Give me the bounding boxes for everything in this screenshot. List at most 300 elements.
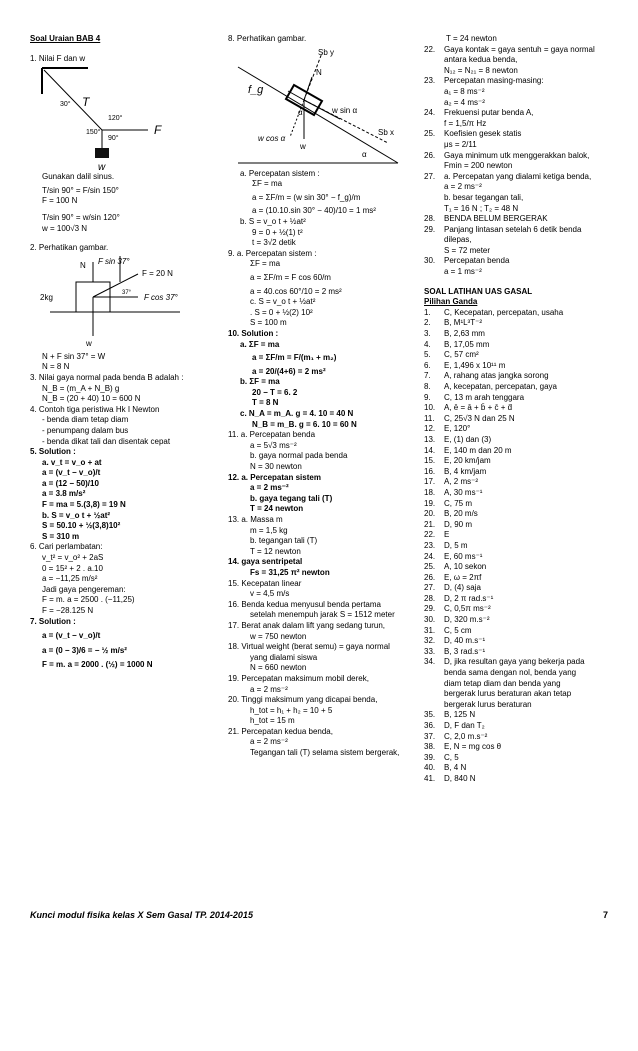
answer-text: E, N = mg cos θ <box>444 742 502 752</box>
q1-line: F = 100 N <box>42 196 78 206</box>
page-number: 7 <box>602 910 608 920</box>
answer-text: D, (4) saja <box>444 583 481 593</box>
answer-text: E, (1) dan (3) <box>444 434 492 444</box>
q8-line: t = 3√2 detik <box>252 238 296 248</box>
answer-line <box>424 204 610 215</box>
answer-number: 40. <box>424 763 436 773</box>
answer-number <box>424 66 444 77</box>
answer-number: 28. <box>424 593 436 603</box>
q20-solution <box>228 706 418 727</box>
answer-line <box>424 140 610 151</box>
answer-line <box>424 721 610 732</box>
answer-line <box>424 361 610 372</box>
answer-text: Panjang lintasan setelah 6 detik benda <box>444 224 582 234</box>
answer-text: E, 120° <box>444 424 471 434</box>
q18-line: N = 660 newton <box>250 663 307 673</box>
answer-text: A, rahang atas jangka sorong <box>444 371 549 381</box>
answer-line <box>424 604 610 615</box>
answer-line <box>424 477 610 488</box>
answer-text: D, 90 m <box>444 519 473 529</box>
fig2-label-N: N <box>80 260 86 270</box>
answer-text: Fmin = 200 newton <box>444 161 513 171</box>
q10-line: a = ΣF/m = F/(m₁ + m₂) <box>252 353 337 363</box>
q1-line: T/sin 90° = F/sin 150° <box>42 185 119 195</box>
question-2: 2. Perhatikan gambar. <box>30 243 109 253</box>
q6-line: F = −28.125 N <box>42 606 94 615</box>
answer-line <box>424 87 610 98</box>
answer-number: 22. <box>424 530 436 540</box>
q12-line: T = 24 newton <box>250 504 304 514</box>
answers-list-b <box>424 308 610 785</box>
answer-line <box>424 45 610 56</box>
q1-line: w = 100√3 N <box>42 223 88 233</box>
question-20: 20. Tinggi maksimum yang dicapai benda, <box>228 695 378 705</box>
question-11: 11. a. Percepatan benda <box>228 430 316 440</box>
q17-line: w = 750 newton <box>250 631 307 641</box>
answer-number <box>424 700 444 711</box>
answer-number: 36. <box>424 721 436 730</box>
q11-line: a = 5√3 ms⁻² <box>250 440 297 450</box>
fig8-label-sby: Sb y <box>318 47 335 57</box>
answer-text: D, 2 π rad.s⁻¹ <box>444 593 494 603</box>
answer-number: 27. <box>424 583 436 593</box>
section-title: Soal Uraian BAB 4 <box>30 34 101 43</box>
answer-number: 38. <box>424 742 436 752</box>
column-1 <box>30 34 220 671</box>
q16-line: setelah menempuh jarak S = 1512 meter <box>250 610 395 620</box>
q13-line: T = 12 newton <box>250 546 301 556</box>
answer-text: C, 57 cm² <box>444 350 479 360</box>
answer-number: 41. <box>424 773 436 783</box>
answer-number: 5. <box>424 350 431 360</box>
answer-text: C, 2,0 m.s⁻² <box>444 731 488 741</box>
question-8: 8. Perhatikan gambar. <box>228 34 307 43</box>
answer-text: bergerak lurus beraturan akan tetap <box>444 689 572 699</box>
q10-line: c. N_A = m_A. g = 4. 10 = 40 N <box>240 409 354 419</box>
answer-text: C, 13 m arah tenggara <box>444 392 525 402</box>
fig2-label-w: w <box>86 338 92 348</box>
column-3 <box>424 34 610 785</box>
answer-line <box>424 636 610 647</box>
q3-solution <box>30 384 220 405</box>
answer-number: 39. <box>424 752 436 762</box>
answer-number: 19. <box>424 498 436 508</box>
answer-number: 30. <box>424 615 436 625</box>
answer-line <box>424 235 610 246</box>
q10-solution <box>228 340 418 431</box>
answer-text: μs = 2/11 <box>444 139 477 149</box>
q5-solution <box>30 458 220 543</box>
answer-line <box>424 562 610 573</box>
answer-number: 6. <box>424 360 431 370</box>
fig2-label-fcos: F cos 37° <box>144 292 178 302</box>
fig2-label-mass: 2kg <box>40 292 53 302</box>
answer-line <box>424 225 610 236</box>
q1-solution <box>30 172 220 234</box>
q9-line: S = 100 m <box>250 318 287 328</box>
q19-line: a = 2 ms⁻² <box>250 684 288 694</box>
answer-text: a₂ = 4 ms⁻² <box>444 97 485 107</box>
figure-2 <box>30 254 220 352</box>
q21-line: Tegangan tali (T) selama sistem bergerak, <box>250 748 400 758</box>
answer-line <box>424 594 610 605</box>
answer-text: D, 5 m <box>444 540 468 550</box>
answer-line <box>424 774 610 785</box>
answer-line <box>424 129 610 140</box>
answer-text: E, 140 m dan 20 m <box>444 445 512 455</box>
answers-list-a <box>424 45 610 278</box>
q3-line: N_B = (20 + 40) 10 = 600 N <box>42 394 141 404</box>
q14-solution <box>228 568 418 579</box>
fig8-angle-alpha: α <box>298 107 303 117</box>
answer-line <box>424 509 610 520</box>
q13-solution <box>228 526 418 558</box>
q12-line: a = 2 ms⁻² <box>250 483 289 493</box>
fig1-label-w: w <box>98 162 106 173</box>
question-4: 4. Contoh tiga peristiwa Hk I Newton <box>30 404 160 414</box>
answer-text: B, M¹L³T⁻² <box>444 318 482 328</box>
answer-text: C, 75 m <box>444 498 473 508</box>
answer-number: 24. <box>424 551 436 561</box>
fig8-angle-alpha-2: α <box>362 149 367 159</box>
answer-text: B, 4 N <box>444 763 467 773</box>
answer-line <box>424 732 610 743</box>
answer-number <box>424 193 444 204</box>
answer-line <box>424 193 610 204</box>
answer-number: 4. <box>424 339 431 349</box>
q7-line: F = m. a = 2000 . (½) = 1000 N <box>42 660 153 670</box>
answer-text: E <box>444 530 450 540</box>
q11-line: b. gaya normal pada benda <box>250 451 348 461</box>
answer-line <box>424 403 610 414</box>
question-16: 16. Benda kedua menyusul benda pertama <box>228 599 381 609</box>
question-21: 21. Percepatan kedua benda, <box>228 726 333 736</box>
question-7: 7. Solution : <box>30 616 76 626</box>
answer-number: 13. <box>424 434 436 444</box>
question-5: 5. Solution : <box>30 447 76 457</box>
answer-text: BENDA BELUM BERGERAK <box>444 214 548 224</box>
q9-line: a = ΣF/m = F cos 60/m <box>250 272 331 282</box>
question-14: 14. gaya sentripetal <box>228 557 303 567</box>
fig1-label-F: F <box>154 123 162 138</box>
answer-number: 34. <box>424 657 436 667</box>
answer-line <box>424 182 610 193</box>
fig1-angle-30: 30° <box>60 101 71 109</box>
q5-line: S = 50.10 + ½(3,8)10² <box>42 521 121 531</box>
answer-number: 17. <box>424 477 436 487</box>
question-9: 9. a. Percepatan sistem : <box>228 248 317 258</box>
answer-line <box>424 329 610 340</box>
answer-number: 23. <box>424 76 436 86</box>
q5-line: a. v_t = v_o + at <box>42 457 102 467</box>
fig2-label-f: F = 20 N <box>142 268 173 278</box>
q18-solution <box>228 653 418 674</box>
answer-text: S = 72 meter <box>444 245 491 255</box>
answer-text: antara kedua benda, <box>444 55 518 65</box>
answer-text: D, 320 m.s⁻² <box>444 615 490 625</box>
page-footer <box>30 910 608 921</box>
answer-number: 12. <box>424 424 436 434</box>
answer-number: 26. <box>424 572 436 582</box>
answer-number: 14. <box>424 445 436 455</box>
fig1-angle-120: 120° <box>108 115 123 123</box>
answer-text: D, 40 m.s⁻¹ <box>444 636 486 646</box>
q2-line: N = 8 N <box>42 362 70 372</box>
answer-text: diam tetap diam dan benda yang <box>444 678 561 688</box>
answer-number: 1. <box>424 307 431 317</box>
answer-text: Gaya kontak = gaya sentuh = gaya normal <box>444 44 595 54</box>
answer-line <box>424 552 610 563</box>
answer-text: B, 3 rad.s⁻¹ <box>444 646 486 656</box>
answer-line-top: T = 24 newton <box>446 34 497 43</box>
answer-line <box>424 340 610 351</box>
answer-text: B, 17,05 mm <box>444 339 490 349</box>
fig8-label-wsin: w sin α <box>332 105 358 115</box>
q4-line: - penumpang dalam bus <box>42 425 129 435</box>
fig1-angle-90: 90° <box>108 135 119 143</box>
answer-line <box>424 668 610 679</box>
answer-text: A, 2 ms⁻² <box>444 477 479 487</box>
answer-line <box>424 530 610 541</box>
question-17: 17. Berat anak dalam lift yang sedang turun, <box>228 620 385 630</box>
answer-line <box>424 700 610 711</box>
answer-number: 33. <box>424 646 436 656</box>
column-2 <box>228 34 418 759</box>
answer-number <box>424 679 444 690</box>
q15-line: v = 4,5 m/s <box>250 589 290 599</box>
answer-line <box>424 267 610 278</box>
answer-number: 23. <box>424 540 436 550</box>
answer-line <box>424 520 610 531</box>
answer-text: D, F dan T₂ <box>444 721 485 730</box>
answer-line <box>424 424 610 435</box>
answer-number: 26. <box>424 150 436 160</box>
answer-line <box>424 161 610 172</box>
answer-text: N₁₂ = N₂₁ = 8 newton <box>444 65 518 75</box>
q8-line: 9 = 0 + ½(1) t² <box>252 227 303 237</box>
q12-line: b. gaya tegang tali (T) <box>250 493 333 503</box>
answer-number <box>424 161 444 172</box>
answer-line <box>424 246 610 257</box>
answer-text: B, 2,63 mm <box>444 329 485 339</box>
fig2-label-fsin: F sin 37° <box>98 256 130 266</box>
q17-solution <box>228 632 418 643</box>
question-12: 12. a. Percepatan sistem <box>228 472 321 482</box>
answer-line <box>424 456 610 467</box>
answer-text: benda sama dengan nol, benda yang <box>444 668 577 678</box>
answer-text: C, 0,5π ms⁻² <box>444 604 491 614</box>
question-3: 3. Nilai gaya normal pada benda B adalah : <box>30 372 184 382</box>
answer-line <box>424 393 610 404</box>
answer-number: 20. <box>424 509 436 519</box>
answer-text: f = 1,5/π Hz <box>444 118 487 128</box>
q6-line: F = m. a = 2500 . (−11,25) <box>42 595 135 605</box>
answer-line <box>424 214 610 225</box>
answer-number <box>424 267 444 278</box>
answer-number: 9. <box>424 392 431 402</box>
answer-number: 35. <box>424 710 436 720</box>
answer-number: 7. <box>424 371 431 381</box>
answer-text: A, 30 ms⁻¹ <box>444 487 483 497</box>
q6-line: 0 = 15² + 2 . a.10 <box>42 563 103 573</box>
answer-number: 16. <box>424 466 436 476</box>
q2-solution <box>30 352 220 373</box>
q6-line: Jadi gaya pengereman: <box>42 584 126 594</box>
q4-solution <box>30 415 220 447</box>
answer-text: A, ē = ā + b̄ + c̄ + d̄ <box>444 403 513 413</box>
answer-line <box>424 742 610 753</box>
figure-1 <box>30 64 220 172</box>
answer-number: 24. <box>424 108 436 118</box>
section-heading: SOAL LATIHAN UAS GASAL <box>424 286 533 296</box>
fig8-label-N: N <box>316 67 322 77</box>
answer-number <box>424 98 444 109</box>
answer-number <box>424 246 444 257</box>
answer-line <box>424 350 610 361</box>
q9-line: ΣF = ma <box>250 259 281 269</box>
answer-number: 31. <box>424 625 436 635</box>
question-6: 6. Cari perlambatan: <box>30 542 103 552</box>
answer-number <box>424 140 444 151</box>
q5-line: a = (12 − 50)/10 <box>42 478 99 488</box>
fig8-label-fg: f_g <box>248 83 264 96</box>
q6-solution <box>30 553 220 617</box>
answer-text: a = 2 ms⁻² <box>444 182 482 192</box>
answer-text: D, jika resultan gaya yang bekerja pada <box>444 657 585 667</box>
answer-text: C, 25√3 N dan 25 N <box>444 413 515 423</box>
answer-line <box>424 435 610 446</box>
q5-line: b. S = v_o t + ½at² <box>42 510 111 520</box>
answer-line <box>424 583 610 594</box>
q19-solution <box>228 685 418 696</box>
fig2-angle-37: 37° <box>122 289 132 296</box>
q14-line: Fs = 31,25 π² newton <box>250 567 330 577</box>
answer-number: 18. <box>424 487 436 497</box>
answer-number <box>424 235 444 246</box>
answer-text: E, 20 km/jam <box>444 456 491 466</box>
q13-line: b. tegangan tali (T) <box>250 536 318 546</box>
q11-line: N = 30 newton <box>250 462 302 472</box>
answer-number: 32. <box>424 636 436 646</box>
q6-line: v_t² = v_o² + 2aS <box>42 553 104 563</box>
q9-line: a = 40.cos 60°/10 = 2 ms² <box>250 286 342 296</box>
fig8-label-sbx: Sb x <box>378 127 395 137</box>
q10-line: T = 8 N <box>252 398 279 408</box>
answer-line <box>424 499 610 510</box>
answer-line <box>424 573 610 584</box>
answer-line <box>424 541 610 552</box>
answer-text: Gaya minimum utk menggerakkan balok, <box>444 150 590 160</box>
answer-line <box>424 414 610 425</box>
answer-line <box>424 488 610 499</box>
answer-line <box>424 55 610 66</box>
answer-text: B, 20 m/s <box>444 509 478 519</box>
answer-number: 11. <box>424 413 435 423</box>
q16-solution <box>228 610 418 621</box>
answer-number: 29. <box>424 224 436 234</box>
answer-number: 30. <box>424 256 436 266</box>
answer-line <box>424 647 610 658</box>
q8-line: a = ΣF/m = (w sin 30° − f_g)/m <box>252 192 361 202</box>
incline-diagram <box>228 45 418 169</box>
answer-number: 28. <box>424 214 436 224</box>
answer-text: D, 840 N <box>444 773 476 783</box>
answer-text: B, 4 km/jam <box>444 466 487 476</box>
q2-line: N + F sin 37° = W <box>42 351 106 361</box>
fig8-label-w: w <box>300 141 306 151</box>
q1-line: T/sin 90° = w/sin 120° <box>42 212 120 222</box>
answer-line <box>424 446 610 457</box>
answer-line <box>424 119 610 130</box>
answer-line <box>424 753 610 764</box>
force-diagram-1 <box>30 64 220 172</box>
answer-number <box>424 182 444 193</box>
q20-line: h_tot = h₁ + h₂ = 10 + 5 <box>250 705 333 715</box>
answer-text: A, kecepatan, percepatan, gaya <box>444 382 557 391</box>
answer-text: a = 1 ms⁻² <box>444 267 482 277</box>
answer-number <box>424 689 444 700</box>
answer-line <box>424 371 610 382</box>
answer-text: a. Percepatan yang dialami ketiga benda, <box>444 171 592 181</box>
answer-number: 10. <box>424 403 436 413</box>
q9-solution <box>228 259 418 329</box>
answer-line <box>424 763 610 774</box>
answer-number: 8. <box>424 382 431 391</box>
answer-text: E, 60 ms⁻¹ <box>444 551 483 561</box>
answer-text: b. besar tegangan tali, <box>444 192 524 202</box>
answer-line <box>424 382 610 393</box>
answer-line <box>424 108 610 119</box>
q7-line: a = (0 − 3)/6 = − ½ m/s² <box>42 645 127 655</box>
question-18: 18. Virtual weight (berat semu) = gaya normal <box>228 642 390 652</box>
answer-text: bergerak lurus beraturan <box>444 699 532 709</box>
q4-line: - benda diam tetap diam <box>42 415 129 425</box>
q7-solution <box>30 631 220 671</box>
answer-text: B, 125 N <box>444 710 476 720</box>
answer-line <box>424 76 610 87</box>
answer-line <box>424 615 610 626</box>
answer-line <box>424 657 610 668</box>
answer-number: 27. <box>424 171 436 181</box>
force-diagram-2 <box>30 254 220 352</box>
q12-solution <box>228 483 418 515</box>
q21-line: a = 2 ms⁻² <box>250 737 288 747</box>
q4-line: - benda dikat tali dan disentak cepat <box>42 436 171 446</box>
q5-line: F = ma = 5.(3,8) = 19 N <box>42 500 126 510</box>
answer-line <box>424 679 610 690</box>
answer-line <box>424 66 610 77</box>
q5-line: S = 310 m <box>42 531 80 541</box>
answer-line <box>424 256 610 267</box>
q8-line: b. S = v_o t + ½at² <box>240 216 306 226</box>
q3-line: N_B = (m_A + N_B) g <box>42 383 120 393</box>
answer-line <box>424 710 610 721</box>
answer-number: 25. <box>424 562 436 572</box>
answer-text: a₁ = 8 ms⁻² <box>444 86 485 96</box>
q20-line: h_tot = 15 m <box>250 716 295 726</box>
footer-text: Kunci modul fisika kelas X Sem Gasal TP. 2014-2015 <box>30 910 253 920</box>
answer-line <box>424 689 610 700</box>
answer-text: E, 1,496 x 10¹¹ m <box>444 360 506 370</box>
q9-line: . S = 0 + ½(2) 10² <box>250 307 313 317</box>
answer-number: 2. <box>424 318 431 328</box>
question-13: 13. a. Massa m <box>228 515 283 524</box>
section-subheading: Pilihan Ganda <box>424 297 478 307</box>
question-10: 10. Solution : <box>228 328 279 338</box>
q1-line: Gunakan dalil sinus. <box>42 172 115 182</box>
question-19: 19. Percepatan maksimum mobil derek, <box>228 673 369 683</box>
answer-line <box>424 467 610 478</box>
